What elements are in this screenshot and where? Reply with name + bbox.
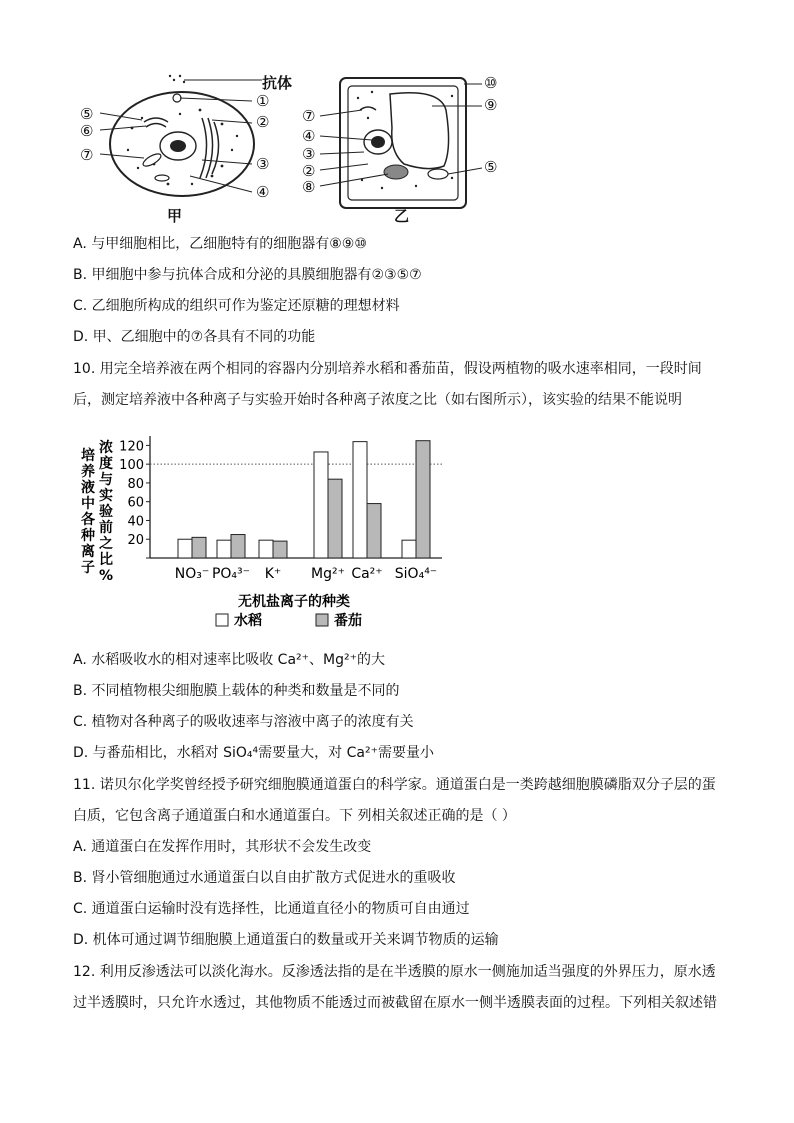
ylabel-char: 之 <box>99 536 113 552</box>
legend-swatch <box>216 614 228 626</box>
bar-rice <box>314 452 328 558</box>
q9-option-b: B. 甲细胞中参与抗体合成和分泌的具膜细胞器有②③⑤⑦ <box>73 267 422 283</box>
q11-option-a: A. 通道蛋白在发挥作用时，其形状不会发生改变 <box>73 839 372 855</box>
x-tick-label: SiO₄⁴⁻ <box>394 566 438 582</box>
label-jia: 甲 <box>167 207 183 225</box>
ylabel-char: 浓 <box>99 440 113 456</box>
x-tick-label: NO₃⁻ <box>174 566 210 582</box>
chart-ylabel <box>80 439 113 584</box>
bar-rice <box>402 540 416 558</box>
bar-tomato <box>367 504 381 558</box>
q11-option-d: D. 机体可通过调节细胞膜上通道蛋白的数量或开关来调节物质的运输 <box>73 932 499 948</box>
animal-cell-jia <box>100 75 262 196</box>
legend-label: 番茄 <box>334 613 362 629</box>
label-jia-6: ⑥ <box>80 122 94 140</box>
y-tick-label: 120 <box>119 439 144 455</box>
label-yi-3: ③ <box>302 145 316 163</box>
label-jia-5: ⑤ <box>80 105 94 123</box>
q11-stem-line1: 11. 诺贝尔化学奖曾经授予研究细胞膜通道蛋白的科学家。通道蛋白是一类跨越细胞膜磷脂双分子层的蛋 <box>73 777 716 793</box>
label-yi-5: ⑤ <box>484 158 498 176</box>
q10-option-b: B. 不同植物根尖细胞膜上载体的种类和数量是不同的 <box>73 683 400 699</box>
q10-option-c: C. 植物对各种离子的吸收速率与溶液中离子的浓度有关 <box>73 714 414 730</box>
label-jia-3: ③ <box>256 155 270 173</box>
label-yi: 乙 <box>394 207 410 225</box>
legend-label: 水稻 <box>234 613 262 629</box>
q11-option-c: C. 通道蛋白运输时没有选择性，比通道直径小的物质可自由通过 <box>73 901 470 917</box>
ylabel-char: 与 <box>99 472 113 488</box>
y-tick-label: 20 <box>127 533 144 549</box>
y-tick-label: 80 <box>127 476 144 492</box>
q10-option-d: D. 与番茄相比，水稻对 SiO₄⁴需要量大，对 Ca²⁺需要量小 <box>73 745 434 761</box>
ylabel-char: 比 <box>99 552 113 568</box>
label-jia-4: ④ <box>256 183 270 201</box>
x-tick-label: K⁺ <box>264 566 282 582</box>
chart-bars <box>178 441 430 558</box>
y-tick-label: 40 <box>127 514 144 530</box>
q10-stem-line1: 10. 用完全培养液在两个相同的容器内分别培养水稻和番茄苗，假设两植物的吸水速率相同，一段时间 <box>73 361 702 377</box>
ylabel-char: 离 <box>81 544 95 560</box>
ylabel-char: 培 <box>81 448 95 464</box>
bar-tomato <box>273 541 287 558</box>
ion-chart <box>74 430 454 635</box>
ylabel-char: 液 <box>81 480 95 496</box>
q9-option-c: C. 乙细胞所构成的组织可作为鉴定还原糖的理想材料 <box>73 298 400 314</box>
label-yi-9: ⑨ <box>484 96 498 114</box>
ylabel-char: % <box>98 568 114 584</box>
q9-option-d: D. 甲、乙细胞中的⑦各具有不同的功能 <box>73 329 316 345</box>
y-tick-label: 100 <box>119 458 144 474</box>
label-yi-10: ⑩ <box>484 74 498 92</box>
bar-tomato <box>192 537 206 558</box>
bar-tomato <box>416 441 430 558</box>
q12-stem-line1: 12. 利用反渗透法可以淡化海水。反渗透法指的是在半透膜的原水一侧施加适当强度的外界压力，原水透 <box>73 964 716 980</box>
chart-axes <box>119 436 442 558</box>
ylabel-char: 养 <box>81 464 95 480</box>
q11-option-b: B. 肾小管细胞通过水通道蛋白以自由扩散方式促进水的重吸收 <box>73 870 456 886</box>
bar-tomato <box>231 535 245 558</box>
bar-tomato <box>328 479 342 558</box>
q9-option-a: A. 与甲细胞相比，乙细胞特有的细胞器有⑧⑨⑩ <box>73 236 367 252</box>
x-tick-label: Ca²⁺ <box>351 566 383 582</box>
ion-chart-svg <box>74 430 454 635</box>
ylabel-char: 实 <box>99 488 113 504</box>
legend-swatch <box>316 614 328 626</box>
ylabel-char: 各 <box>81 512 95 528</box>
q10-option-a: A. 水稻吸收水的相对速率比吸收 Ca²⁺、Mg²⁺的大 <box>73 652 386 668</box>
chart-xlabel: 无机盐离子的种类 <box>238 594 350 610</box>
x-tick-label: Mg²⁺ <box>311 566 345 582</box>
plant-cell-yi <box>320 78 482 208</box>
label-yi-7: ⑦ <box>302 107 316 125</box>
y-tick-label: 60 <box>127 495 144 511</box>
ylabel-char: 种 <box>81 528 95 544</box>
label-yi-2: ② <box>302 162 316 180</box>
chart-xticks <box>175 566 437 582</box>
label-yi-8: ⑧ <box>302 178 316 196</box>
q10-stem-line2: 后，测定培养液中各种离子与实验开始时各种离子浓度之比（如右图所示），该实验的结果不能说明 <box>73 392 682 408</box>
ylabel-char: 验 <box>99 504 113 520</box>
ylabel-char: 中 <box>81 496 95 512</box>
q11-stem-line2: 白质，它包含离子通道蛋白和水通道蛋白。下 列相关叙述正确的是（ ） <box>73 808 516 824</box>
ylabel-char: 度 <box>99 456 113 472</box>
label-jia-2: ② <box>256 113 270 131</box>
chart-legend <box>216 612 362 629</box>
bar-rice <box>217 540 231 558</box>
label-yi-4: ④ <box>302 127 316 145</box>
bar-rice <box>353 442 367 558</box>
bar-rice <box>259 540 273 558</box>
ylabel-char: 前 <box>99 520 113 536</box>
q12-stem-line2: 过半透膜时，只允许水透过，其他物质不能透过而被截留在原水一侧半透膜表面的过程。下列相关叙述错 <box>73 995 717 1011</box>
bar-rice <box>178 539 192 558</box>
label-jia-7: ⑦ <box>80 146 94 164</box>
x-tick-label: PO₄³⁻ <box>211 566 251 582</box>
label-jia-1: ① <box>256 92 270 110</box>
label-antibody: 抗体 <box>262 74 293 92</box>
ylabel-char: 子 <box>81 560 95 576</box>
